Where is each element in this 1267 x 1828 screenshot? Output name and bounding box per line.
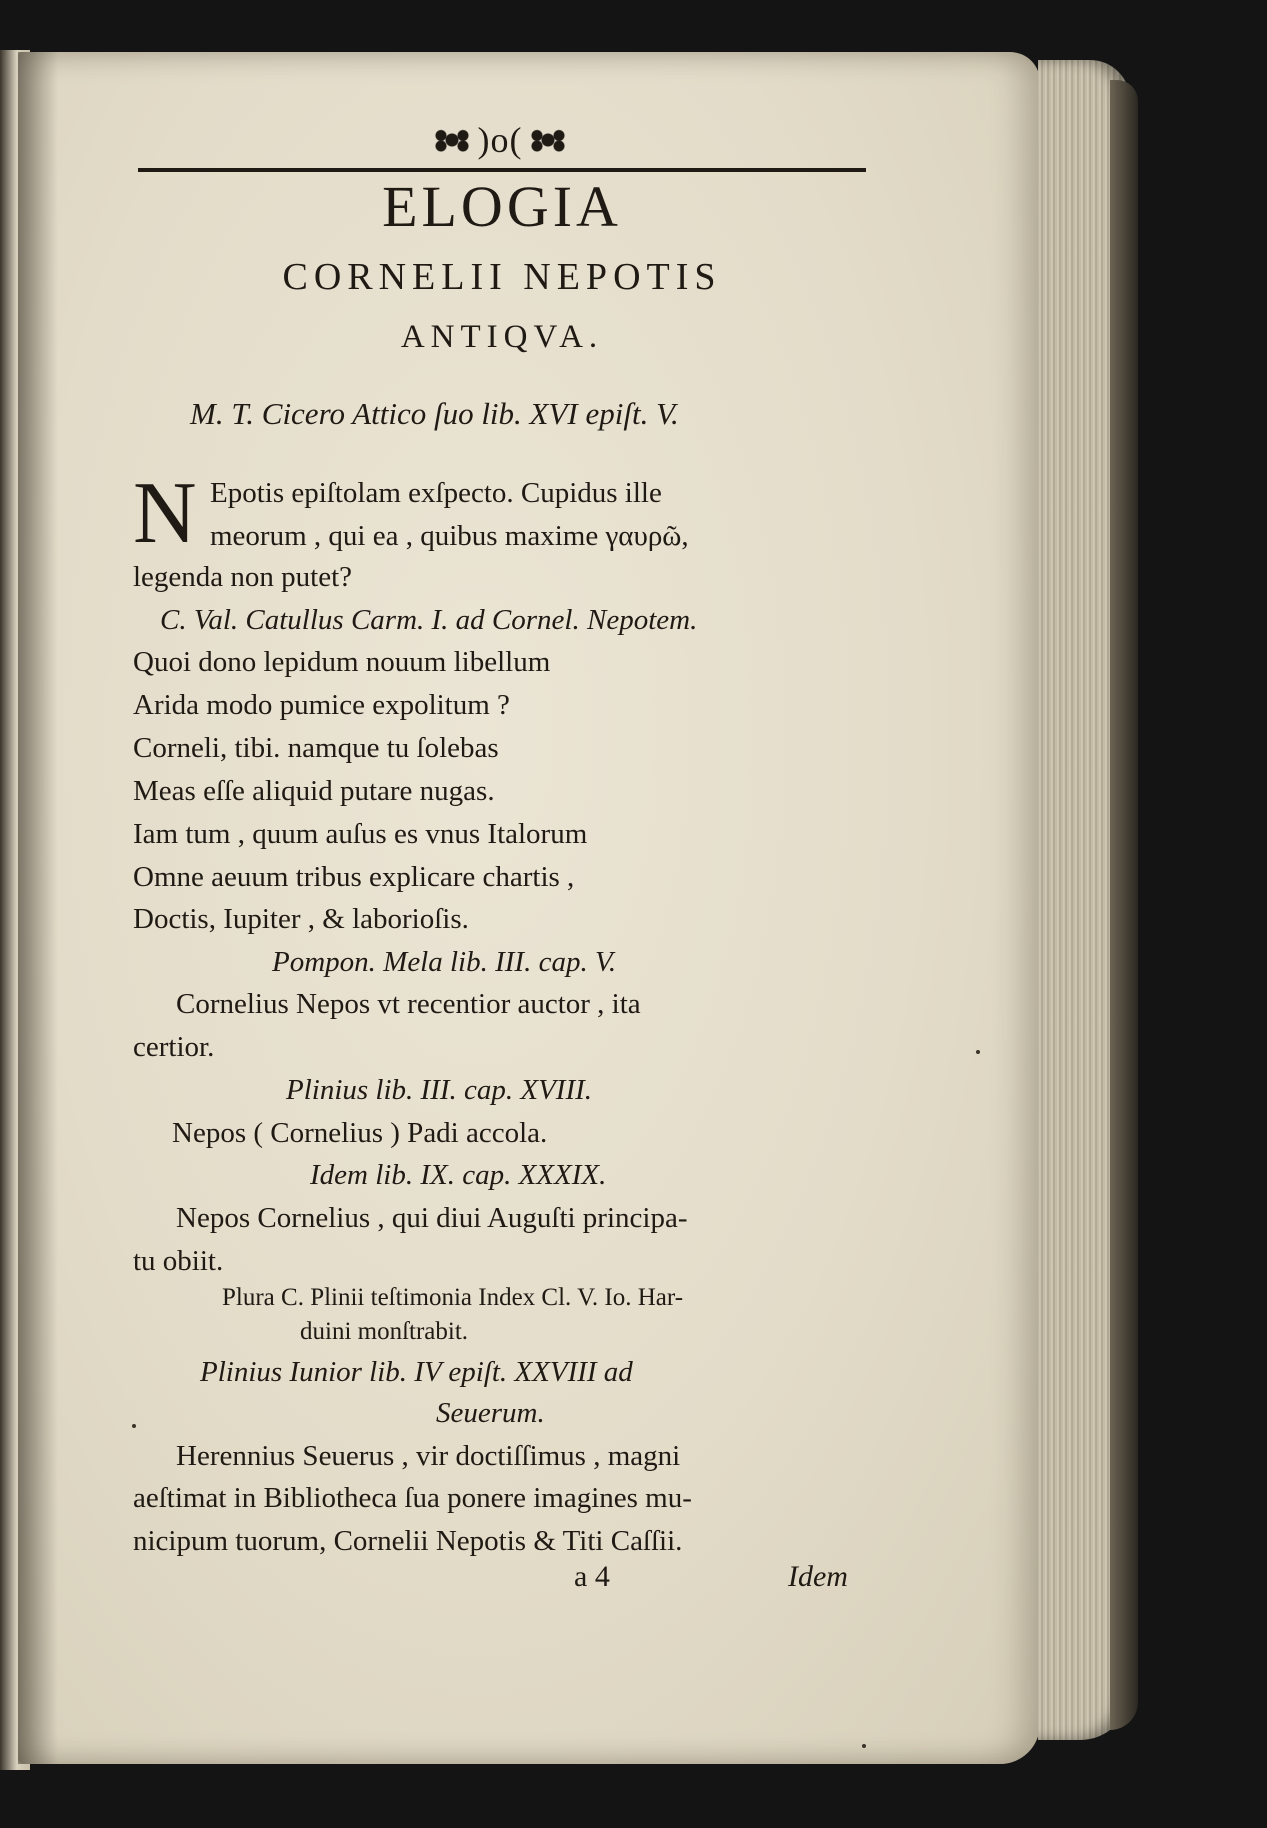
paper-speck	[862, 1744, 866, 1748]
text-line: legenda non putet?	[133, 561, 353, 593]
source-heading: Idem lib. IX. cap. XXXIX.	[310, 1159, 607, 1191]
note-line: duini monſtrabit.	[300, 1318, 469, 1345]
text-line: Nepos ( Cornelius ) Padi accola.	[172, 1117, 548, 1149]
page-subtitle-2: ANTIQVA.	[400, 319, 604, 355]
ornament-text: )o(	[477, 120, 523, 160]
flower-ornament-icon	[526, 125, 570, 155]
text-line: aeſtimat in Bibliotheca ſua ponere imagines mu-	[133, 1482, 692, 1514]
signature-mark: a 4	[574, 1560, 610, 1593]
poem-line: Meas eſſe aliquid putare nugas.	[133, 775, 495, 807]
text-line: Epotis epiſtolam exſpecto. Cupidus ille	[210, 477, 662, 509]
source-heading: M. T. Cicero Attico ſuo lib. XVI epiſt. V.	[190, 396, 679, 431]
poem-line: Arida modo pumice expolitum ?	[133, 689, 510, 721]
poem-line: Iam tum , quum auſus es vnus Italorum	[133, 818, 588, 850]
source-heading: Seuerum.	[436, 1397, 545, 1429]
text-line: meorum , qui ea , quibus maxime γαυρῶ,	[210, 520, 689, 552]
text-line: Herennius Seuerus , vir doctiſſimus , magni	[176, 1440, 681, 1472]
page-title: ELOGIA	[382, 174, 622, 239]
header-ornament	[365, 120, 635, 160]
page-subtitle: CORNELII NEPOTIS	[282, 256, 722, 298]
source-heading: Pompon. Mela lib. III. cap. V.	[272, 946, 617, 978]
poem-line: Omne aeuum tribus explicare chartis ,	[133, 861, 575, 893]
text-line: nicipum tuorum, Cornelii Nepotis & Titi Caſſii.	[133, 1525, 683, 1557]
catchword: Idem	[788, 1560, 848, 1593]
source-heading: Plinius Iunior lib. IV epiſt. XXVIII ad	[200, 1356, 633, 1388]
text-line: Nepos Cornelius , qui diui Auguſti principa-	[176, 1202, 688, 1234]
source-heading: C. Val. Catullus Carm. I. ad Cornel. Nepotem.	[160, 604, 698, 636]
poem-line: Corneli, tibi. namque tu ſolebas	[133, 732, 499, 764]
poem-line: Quoi dono lepidum nouum libellum	[133, 646, 551, 678]
paper-speck	[976, 1050, 980, 1054]
poem-line: Doctis, Iupiter , & laborioſis.	[133, 903, 469, 935]
paper-speck	[132, 1424, 136, 1428]
text-line: Cornelius Nepos vt recentior auctor , ita	[176, 988, 641, 1020]
note-line: Plura C. Plinii teſtimonia Index Cl. V. Io. Har-	[222, 1284, 684, 1311]
text-line: certior.	[133, 1031, 215, 1063]
text-line: tu obiit.	[133, 1245, 224, 1277]
flower-ornament-icon	[430, 125, 474, 155]
drop-cap: N	[133, 465, 197, 562]
source-heading: Plinius lib. III. cap. XVIII.	[286, 1074, 593, 1106]
